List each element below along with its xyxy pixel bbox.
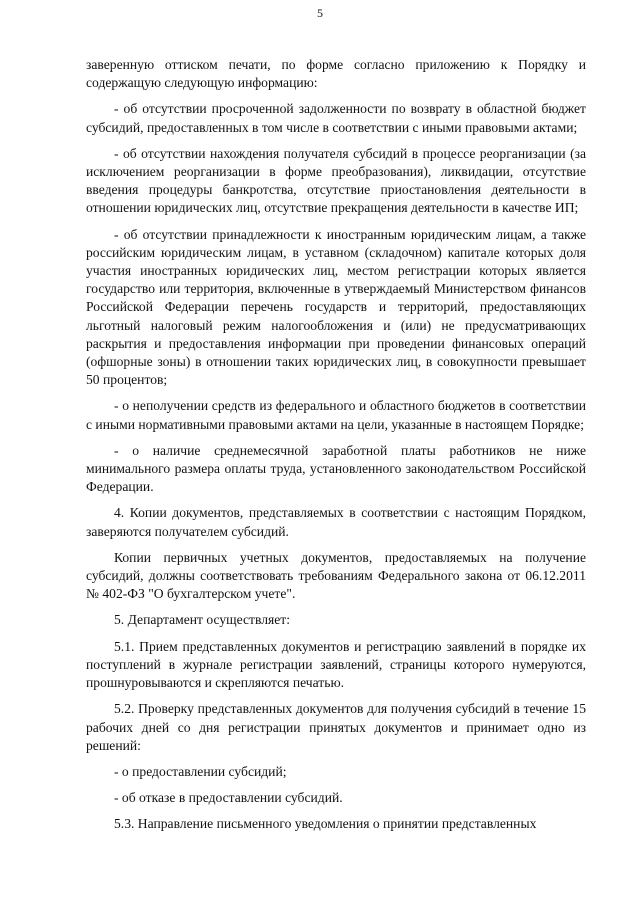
list-item: - об отсутствии просроченной задолженности по возврату в областной бюджет субсидий, предоставленных в том числе в соответствии с иными правовыми актами; [86,101,586,135]
list-item: - о предоставлении субсидий; [114,763,287,779]
paragraph: 5.2. Проверку представленных документов для получения субсидий в течение 15 рабочих дней со дня регистрации принятых документов и принимает одно из решений: [86,701,586,753]
paragraph: 5.1. Прием представленных документов и регистрацию заявлений в порядке их поступлений в журнале регистрации заявлений, страницы которого нумеруются, прошнуровываются и скрепляются печатью. [86,638,586,691]
document-body [86,56,586,842]
paragraph: заверенную оттиском печати, по форме согласно приложению к Порядку и содержащую следующую информацию: [86,57,586,91]
list-item: - об отсутствии нахождения получателя субсидий в процессе реорганизации (за исключением реорганизации в форме преобразования), ликвидации, отсутствие введения процедуры банкротства, отсутствие приостановления деятельности в отношении юридических лиц, отсутствие прекращения деятельности в качестве ИП; [86,145,586,216]
paragraph: 5.3. Направление письменного уведомления о принятии представленных [114,816,537,832]
paragraph: 4. Копии документов, представляемых в соответствии с настоящим Порядком, заверяются получателем субсидий. [86,505,586,539]
list-item: - об отказе в предоставлении субсидий. [114,790,343,806]
page-number: 5 [317,6,323,20]
paragraph: Копии первичных учетных документов, предоставляемых на получение субсидий, должны соответствовать требованиям Федерального закона от 06.12.2011 № 402-ФЗ "О бухгалтерском учете". [86,549,586,602]
list-item: - об отсутствии принадлежности к иностранным юридическим лицам, а также российским юридическим лицам, в уставном (складочном) капитале которых доля участия иностранных юридических лиц, местом регистрации которых является государство или территория, включенные в утверждаемый Министерством финансов Российской Федерации перечень государств и территорий, предоставляющих льготный налоговый режим налогообложения и (или) не предусматривающих раскрытия и предоставления информации при проведении финансовых операций (офшорные зоны) в отношении таких юридических лиц, в совокупности превышает 50 процентов; [86,226,586,388]
paragraph: 5. Департамент осуществляет: [114,612,291,628]
list-item: - о наличие среднемесячной заработной платы работников не ниже минимального размера оплаты труда, установленного законодательством Российской Федерации. [86,442,586,495]
list-item: - о неполучении средств из федерального и областного бюджетов в соответствии с иными нормативными правовыми актами на цели, указанные в настоящем Порядке; [86,398,586,432]
